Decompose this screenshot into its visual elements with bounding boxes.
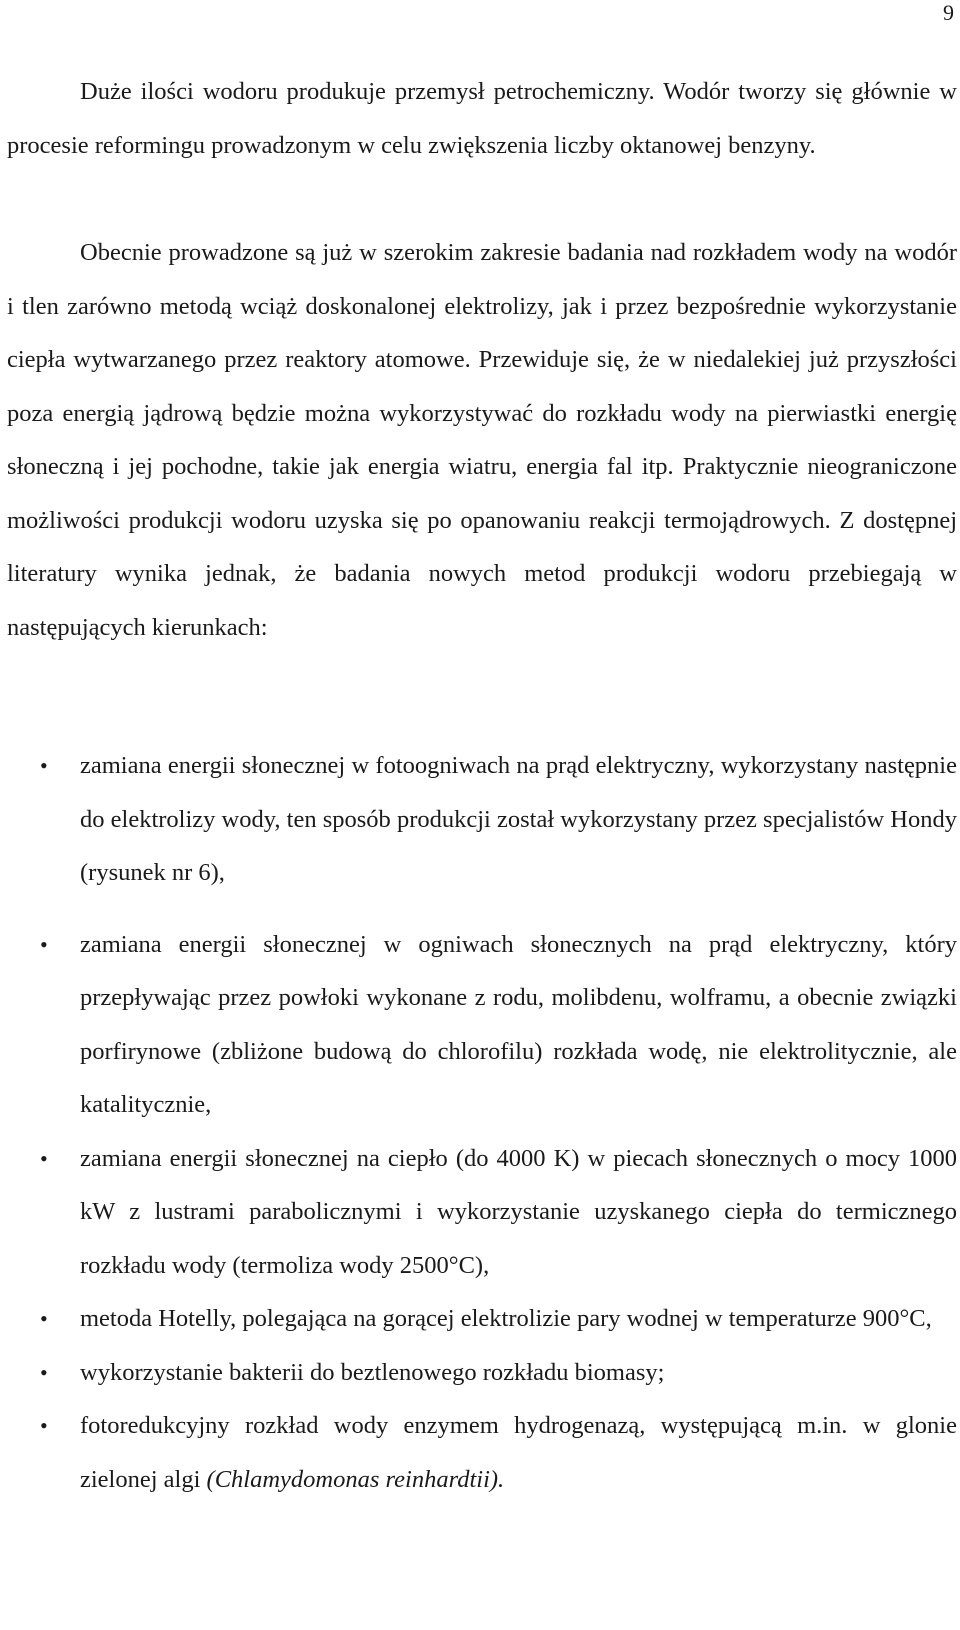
bullet-icon: • [40,931,48,957]
list-item-text: wykorzystanie bakterii do beztlenowego rozkładu biomasy; [80,1358,665,1386]
list-item-text [80,1399,957,1506]
bullet-icon: • [40,1145,48,1171]
list-item-text: metoda Hotelly, polegająca na gorącej elektrolizie pary wodnej w temperaturze 900°C, [80,1305,932,1332]
bullet-icon: • [40,1413,48,1438]
paragraph-intro: Duże ilości wodoru produkuje przemysł petrochemiczny. Wodór tworzy się głównie w procesie reformingu prowadzonym w celu zwiększenia liczby oktanowej benzyny. [7,78,957,159]
list-item-text: zamiana energii słonecznej w ogniwach słonecznych na prąd elektryczny, który przepływając przez powłoki wykonane z rodu, molibdenu, wolframu, a obecnie związki porfirynowe (zbliżone budową do chlorofilu) rozkłada wodę, nie elektrolitycznie, ale katalitycznie, [80,930,957,1118]
list-item [0,1132,960,1293]
page-number: 9 [943,0,954,25]
bullet-icon: • [40,753,48,778]
list-item [0,1346,960,1400]
list-item [0,918,960,1132]
research-directions-list [0,739,960,1506]
list-item [0,1399,960,1506]
list-item-plain-text: fotoredukcyjny rozkład wody enzymem hydrogenazą, występującą m.in. w glonie zielonej algi [80,1412,957,1493]
list-item [0,1292,960,1346]
paragraph-research: Obecnie prowadzone są już w szerokim zakresie badania nad rozkładem wody na wodór i tlen zarówno metodą wciąż doskonalonej elektrolizy, jak i przez bezpośrednie wykorzystanie ciepła wytwarzanego przez reaktory atomowe. Przewiduje się, że w niedalekiej już przyszłości poza energią jądrową będzie można wykorzystywać do rozkładu wody na pierwiastki energię słoneczną i jej pochodne, takie jak energia wiatru, energia fal itp. Praktycznie nieograniczone możliwości produkcji wodoru uzyska się po opanowaniu reakcji termojądrowych. Z dostępnej literatury wynika jednak, że badania nowych metod produkcji wodoru przebiegają w następujących kierunkach: [7,239,957,641]
bullet-icon: • [40,1306,48,1331]
list-item-text: zamiana energii słonecznej na ciepło (do 4000 K) w piecach słonecznych o mocy 1000 kW z lustrami parabolicznymi i wykorzystanie uzyskanego ciepła do termicznego rozkładu wody (termoliza wody 2500°C), [80,1144,957,1279]
bullet-icon: • [40,1359,48,1385]
list-item [0,739,960,900]
list-item-text: zamiana energii słonecznej w fotoogniwach na prąd elektryczny, wykorzystany następnie do elektrolizy wody, ten sposób produkcji został wykorzystany przez specjalistów Hondy (rysunek nr 6), [80,752,957,886]
species-name: (Chlamydomonas reinhardtii). [206,1465,505,1493]
